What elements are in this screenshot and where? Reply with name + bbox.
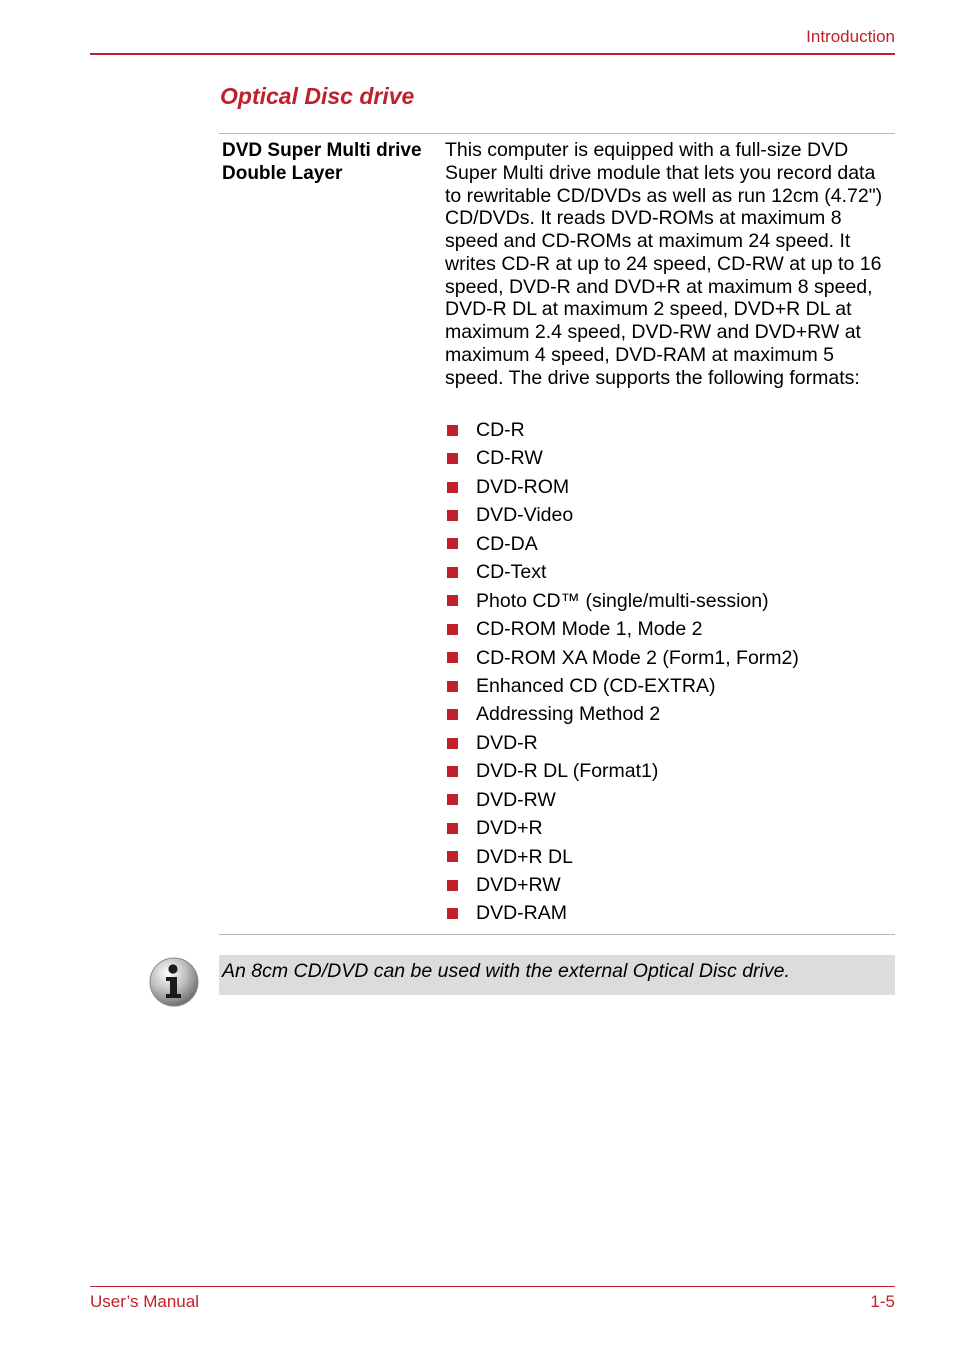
list-item [445,899,799,927]
list-item-text: CD-R [476,419,525,441]
bullet-square-icon [447,851,458,862]
definition-description: This computer is equipped with a full-size DVD Super Multi drive module that lets you record data to rewritable CD/DVDs as well as run 12cm (4.72") CD/DVDs. It reads DVD-ROMs at maximum 8 speed and CD-ROMs at maximum 24 speed. It writes CD-R at up to 24 speed, CD-RW at up to 16 speed, DVD-R and DVD+R at maximum 8 speed, DVD-R DL at maximum 2 speed, DVD+R DL at maximum 2.4 speed, DVD-RW and DVD+RW at maximum 4 speed, DVD-RAM at maximum 5 speed. The drive supports the following formats: [445,139,883,389]
list-item-text: Enhanced CD (CD-EXTRA) [476,674,716,697]
list-item-text: CD-ROM Mode 1, Mode 2 [476,618,703,641]
list-item [445,587,799,615]
bullet-square-icon [447,823,458,834]
list-item-text: DVD-R DL (Format1) [476,760,659,783]
list-item-text: DVD-RW [476,788,556,811]
list-item [445,786,799,814]
list-item [445,729,799,757]
note-box [219,955,895,995]
list-item [445,501,799,529]
list-item [445,644,799,672]
bullet-square-icon [447,595,458,606]
list-item-text: Photo CD™ (single/multi-session) [476,589,769,612]
list-item [445,757,799,785]
info-icon [148,956,200,1008]
footer-manual-title: User’s Manual [90,1292,199,1311]
list-item [445,843,799,871]
list-item-text: DVD-RAM [476,902,567,925]
bullet-square-icon [447,794,458,805]
list-item [445,530,799,558]
header-title: Introduction [806,27,895,46]
list-item-text: CD-Text [476,561,547,584]
footer-page-number: 1-5 [870,1292,895,1311]
header-rule [90,53,895,55]
list-item [445,672,799,700]
list-item [445,871,799,899]
bullet-square-icon [447,425,458,436]
note-text: An 8cm CD/DVD can be used with the external Optical Disc drive. [222,960,790,982]
bullet-square-icon [447,652,458,663]
list-item-text: DVD-Video [476,504,574,527]
list-item [445,700,799,728]
format-list [445,416,799,928]
list-item [445,615,799,643]
list-item [445,444,799,472]
footer-rule [90,1286,895,1287]
bullet-square-icon [447,908,458,919]
list-item-text: CD-ROM XA Mode 2 (Form1, Form2) [476,646,799,669]
bullet-square-icon [447,567,458,578]
bullet-square-icon [447,510,458,521]
list-item [445,558,799,586]
table-bottom-rule [219,934,895,935]
list-item-text: Addressing Method 2 [476,703,661,726]
list-item [445,473,799,501]
list-item-text: DVD+R [476,817,543,840]
bullet-square-icon [447,681,458,692]
list-item [445,416,799,444]
bullet-square-icon [447,624,458,635]
list-item-text: CD-RW [476,447,543,470]
bullet-square-icon [447,453,458,464]
list-item-text: CD-DA [476,532,538,555]
bullet-square-icon [447,880,458,891]
bullet-square-icon [447,766,458,777]
list-item [445,814,799,842]
definition-term: DVD Super Multi drive Double Layer [222,140,422,184]
bullet-square-icon [447,482,458,493]
table-top-rule [219,133,895,134]
list-item-text: DVD-ROM [476,475,570,498]
bullet-square-icon [447,738,458,749]
list-item-text: DVD-R [476,731,538,754]
section-title: Optical Disc drive [220,83,415,109]
list-item-text: DVD+RW [476,874,561,896]
list-item-text: DVD+R DL [476,845,573,868]
bullet-square-icon [447,538,458,549]
bullet-square-icon [447,709,458,720]
